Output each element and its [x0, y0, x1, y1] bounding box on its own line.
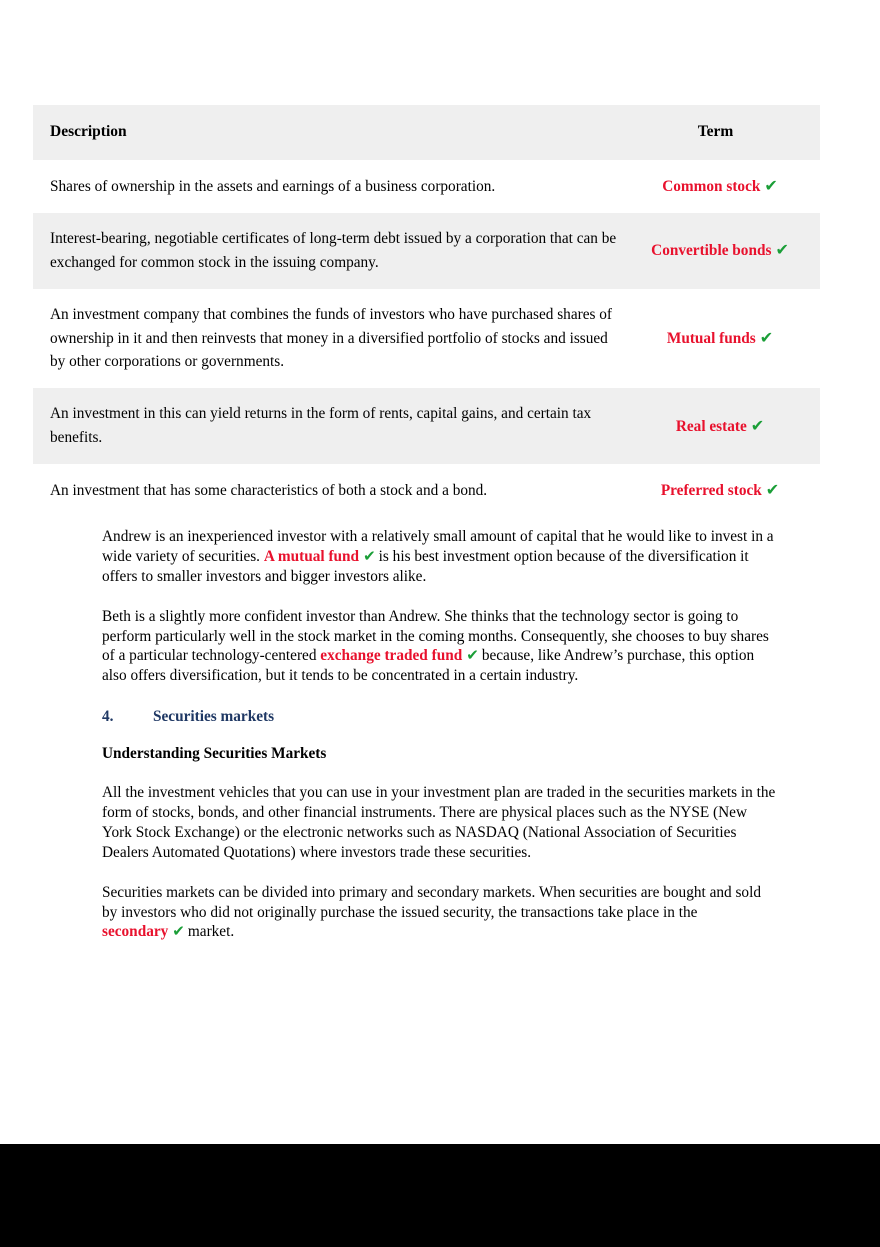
check-icon: ✔ — [775, 240, 789, 260]
beth-answer: exchange traded fund — [320, 647, 463, 665]
check-icon: ✔ — [764, 176, 778, 195]
table-row — [33, 464, 820, 517]
check-icon: ✔ — [172, 922, 185, 941]
answer-text: Convertible bonds — [651, 242, 772, 260]
secondary-text-part2: market. — [187, 923, 235, 941]
check-icon: ✔ — [750, 415, 765, 435]
row-description: An investment company that combines the funds of investors who have purchased shares of ownership in it and then reinvests that money in a diversified portfolio of stocks and issued by other corporations or governments. — [33, 289, 633, 389]
section-title: Securities markets — [153, 708, 275, 726]
paragraph-andrew — [102, 527, 780, 587]
secondary-answer: secondary — [102, 923, 169, 941]
row-description: Shares of ownership in the assets and earnings of a business corporation. — [33, 160, 633, 213]
andrew-answer: A mutual fund — [263, 547, 360, 565]
sub-heading: Understanding Securities Markets — [102, 745, 327, 763]
row-description: Interest-bearing, negotiable certificates of long-term debt issued by a corporation that can be exchanged for common stock in the issuing company. — [33, 213, 633, 289]
beth-text-part2: because, like Andrew’s purchase, this option also offers diversification, but it tends to be concentrated in a certain industry. — [102, 647, 755, 685]
paragraph-beth — [102, 607, 780, 687]
row-term — [633, 464, 820, 517]
answer-text: Preferred stock — [660, 481, 762, 499]
row-term — [633, 213, 820, 289]
table-header-row — [33, 105, 820, 160]
check-icon: ✔ — [765, 479, 780, 499]
table-row — [33, 160, 820, 213]
row-term — [633, 388, 820, 464]
table-row — [33, 388, 820, 464]
answer-text: Common stock — [662, 178, 761, 195]
check-icon: ✔ — [363, 546, 376, 565]
check-icon: ✔ — [466, 646, 479, 665]
table-header — [33, 105, 820, 160]
answer-text: Mutual funds — [666, 329, 756, 347]
column-header-term: Term — [633, 105, 820, 160]
paragraph-primary-secondary — [102, 883, 780, 943]
beth-text-part1: Beth is a slightly more confident investor than Andrew. She thinks that the technology sector is going to perform particularly well in the stock market in the coming months. Consequently, she chooses to buy shares of a particular technology-centered — [102, 607, 769, 665]
andrew-text-part1: Andrew is an inexperienced investor with a relatively small amount of capital that he would like to invest in a wide variety of securities. — [102, 528, 774, 565]
row-description: An investment that has some characteristics of both a stock and a bond. — [33, 464, 633, 517]
table-row — [33, 213, 820, 289]
bottom-black-bar — [0, 1144, 880, 1247]
answer-text: Real estate — [675, 417, 747, 435]
table-body — [33, 160, 820, 517]
secondary-text-part1: Securities markets can be divided into primary and secondary markets. When securities are bought and sold by investors who did not originally purchase the issued security, the transactions take place in the — [102, 883, 761, 921]
check-icon: ✔ — [759, 327, 774, 347]
andrew-text-part2: is his best investment option because of the diversification it offers to smaller investors and bigger investors alike. — [102, 547, 749, 585]
column-header-description: Description — [33, 105, 633, 160]
row-term — [633, 289, 820, 389]
body-content — [102, 527, 780, 962]
row-term — [633, 160, 820, 213]
paragraph-markets: All the investment vehicles that you can use in your investment plan are traded in the securities markets in the form of stocks, bonds, and other financial instruments. There are physical places such as the NYSE (New York Stock Exchange) or the electronic networks such as NASDAQ (National Association of Securities Dealers Automated Quotations) where investors trade these securities. — [102, 784, 776, 861]
section-number: 4. — [102, 708, 114, 726]
table-row — [33, 289, 820, 389]
row-description: An investment in this can yield returns in the form of rents, capital gains, and certain tax benefits. — [33, 388, 633, 464]
section-heading — [102, 708, 780, 726]
matching-table — [33, 105, 820, 517]
